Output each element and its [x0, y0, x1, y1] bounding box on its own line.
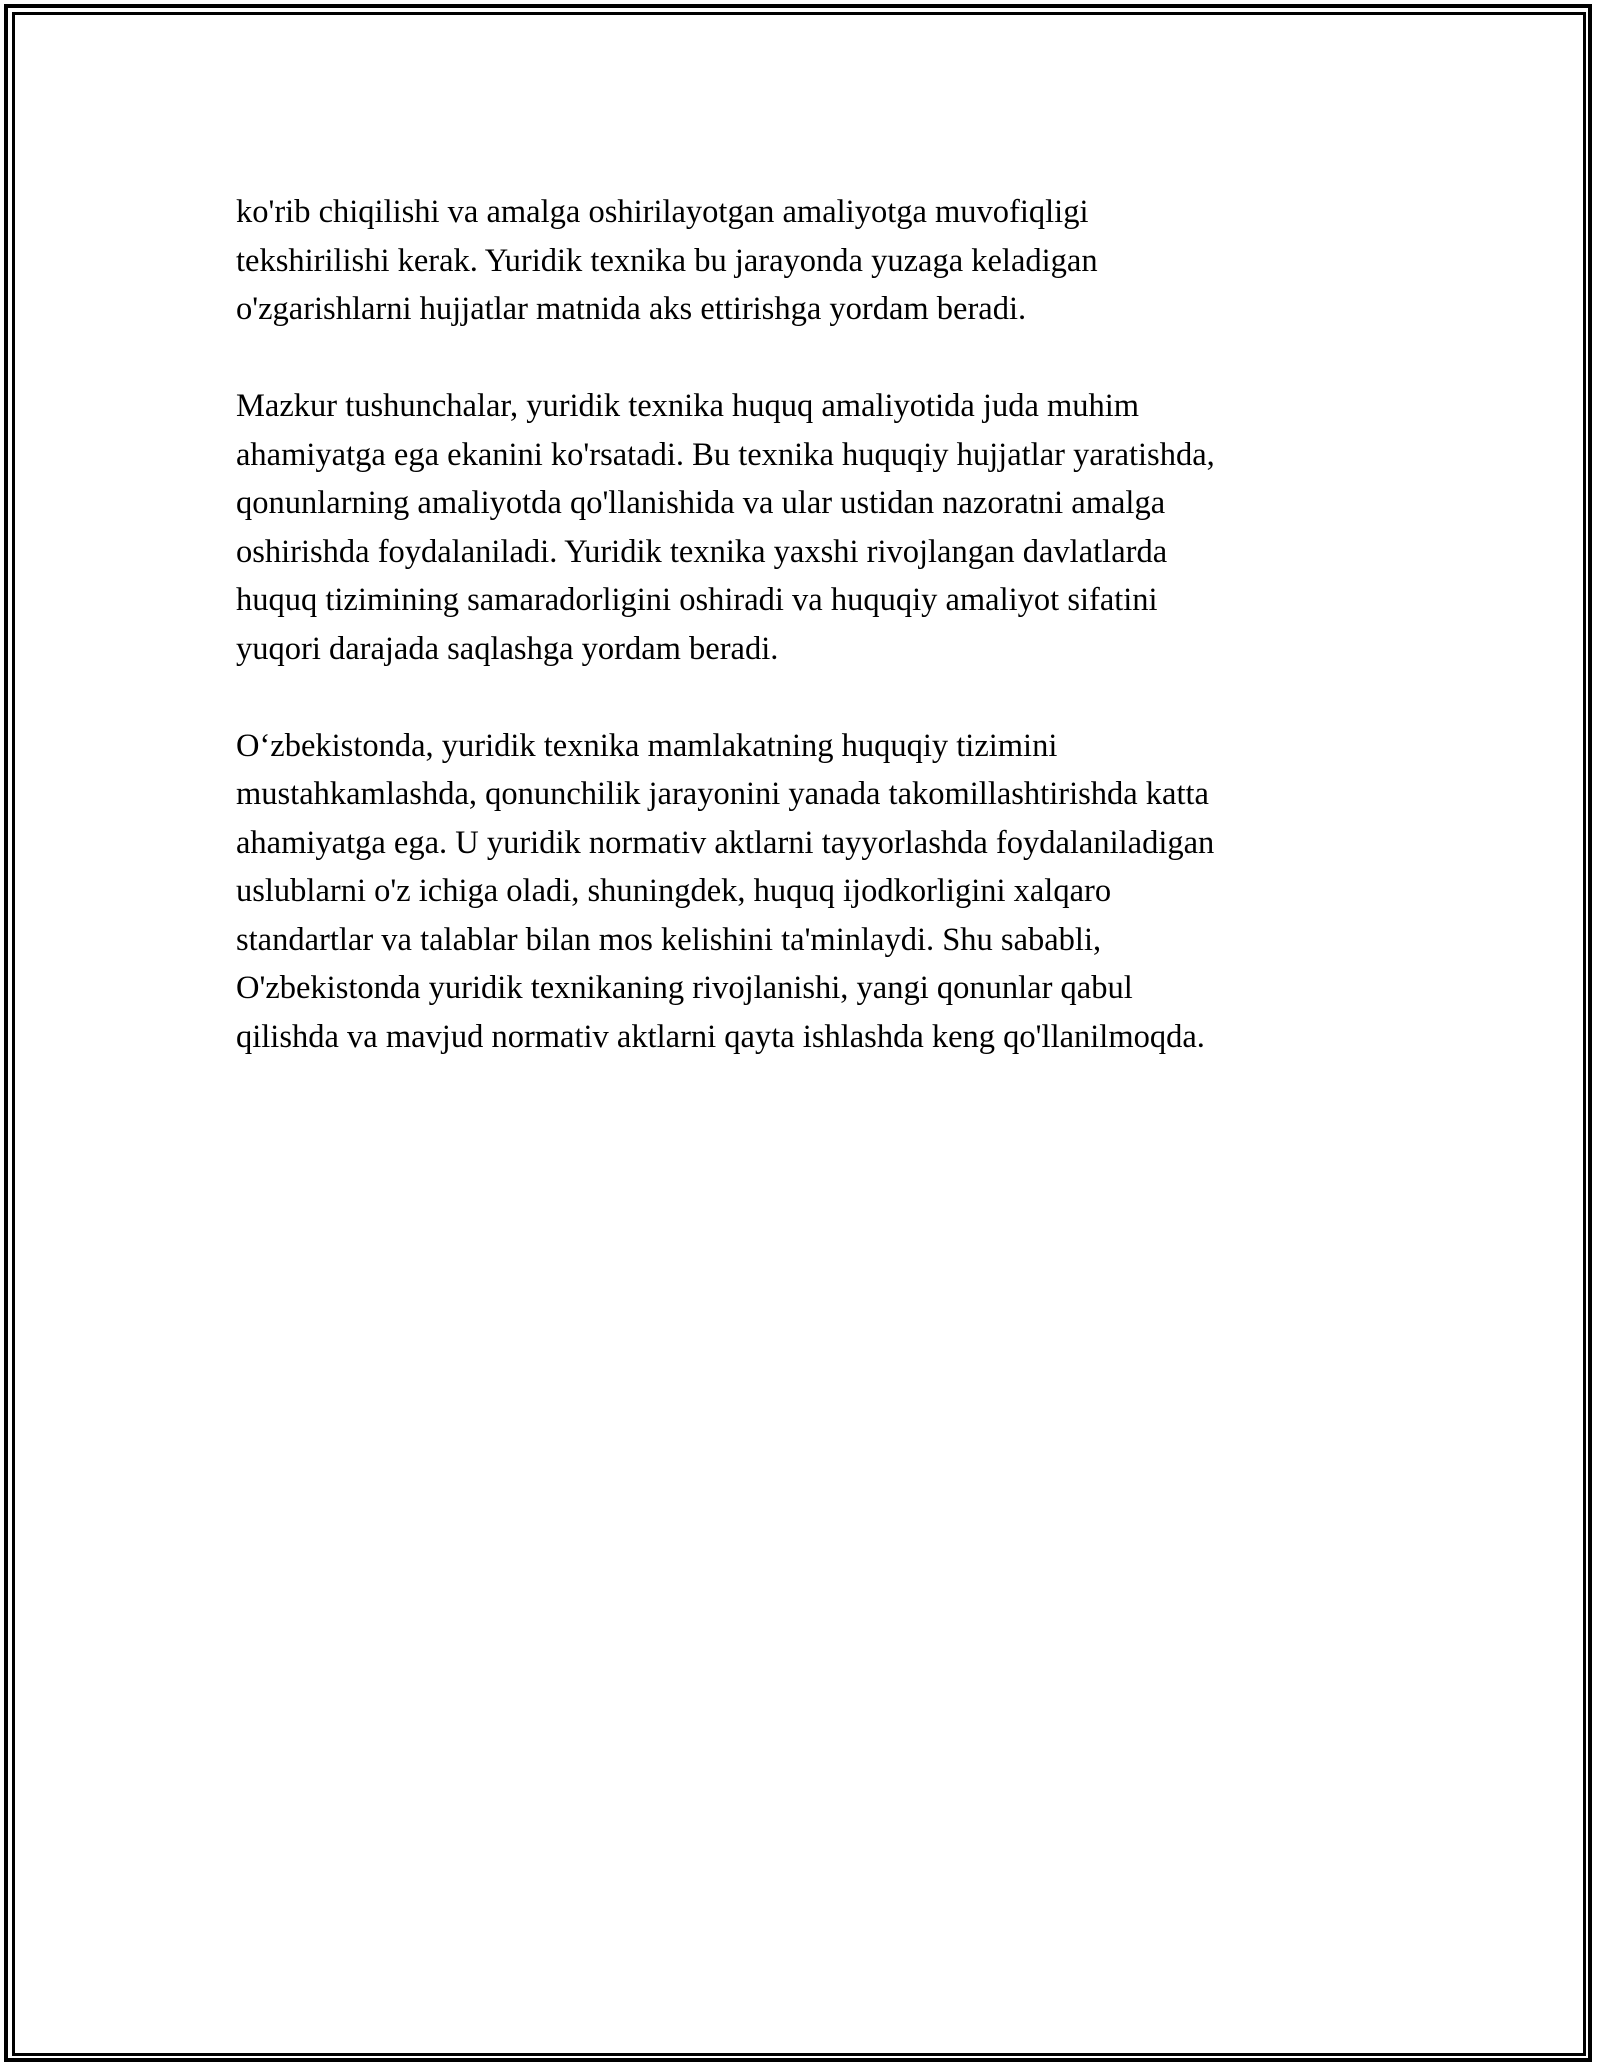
document-body [236, 188, 1376, 1110]
text-line: qilishda va mavjud normativ aktlarni qayta ishlashda keng qo'llanilmoqda. [236, 1018, 1205, 1055]
text-line: ahamiyatga ega. U yuridik normativ aktlarni tayyorlashda foydalaniladigan [236, 824, 1215, 861]
paragraph-1 [236, 188, 1376, 334]
text-line: O‘zbekistonda, yuridik texnika mamlakatning huquqiy tizimini [236, 727, 1058, 764]
paragraph-2 [236, 382, 1376, 673]
text-line: ko'rib chiqilishi va amalga oshirilayotgan amaliyotga muvofiqligi [236, 194, 1089, 230]
text-line: O'zbekistonda yuridik texnikaning rivojlanishi, yangi qonunlar qabul [236, 970, 1133, 1006]
text-line: standartlar va talablar bilan mos kelishini ta'minlaydi. Shu sababli, [236, 921, 1102, 958]
text-line: tekshirilishi kerak. Yuridik texnika bu jarayonda yuzaga keladigan [236, 242, 1098, 279]
paragraph-3 [236, 722, 1376, 1062]
text-line: oshirishda foydalaniladi. Yuridik texnika yaxshi rivojlangan davlatlarda [236, 533, 1168, 570]
text-line: ahamiyatga ega ekanini ko'rsatadi. Bu texnika huquqiy hujjatlar yaratishda, [236, 436, 1215, 473]
text-line: uslublarni o'z ichiga oladi, shuningdek, huquq ijodkorligini xalqaro [236, 873, 1112, 909]
text-line: o'zgarishlarni hujjatlar matnida aks ettirishga yordam beradi. [236, 291, 1027, 327]
text-line: huquq tizimining samaradorligini oshiradi va huquqiy amaliyot sifatini [236, 582, 1158, 618]
text-line: mustahkamlashda, qonunchilik jarayonini yanada takomillashtirishda katta [236, 776, 1209, 812]
text-line: Mazkur tushunchalar, yuridik texnika huquq amaliyotida juda muhim [236, 388, 1140, 424]
text-line: qonunlarning amaliyotda qo'llanishida va ular ustidan nazoratni amalga [236, 485, 1166, 521]
text-line: yuqori darajada saqlashga yordam beradi. [236, 630, 779, 667]
